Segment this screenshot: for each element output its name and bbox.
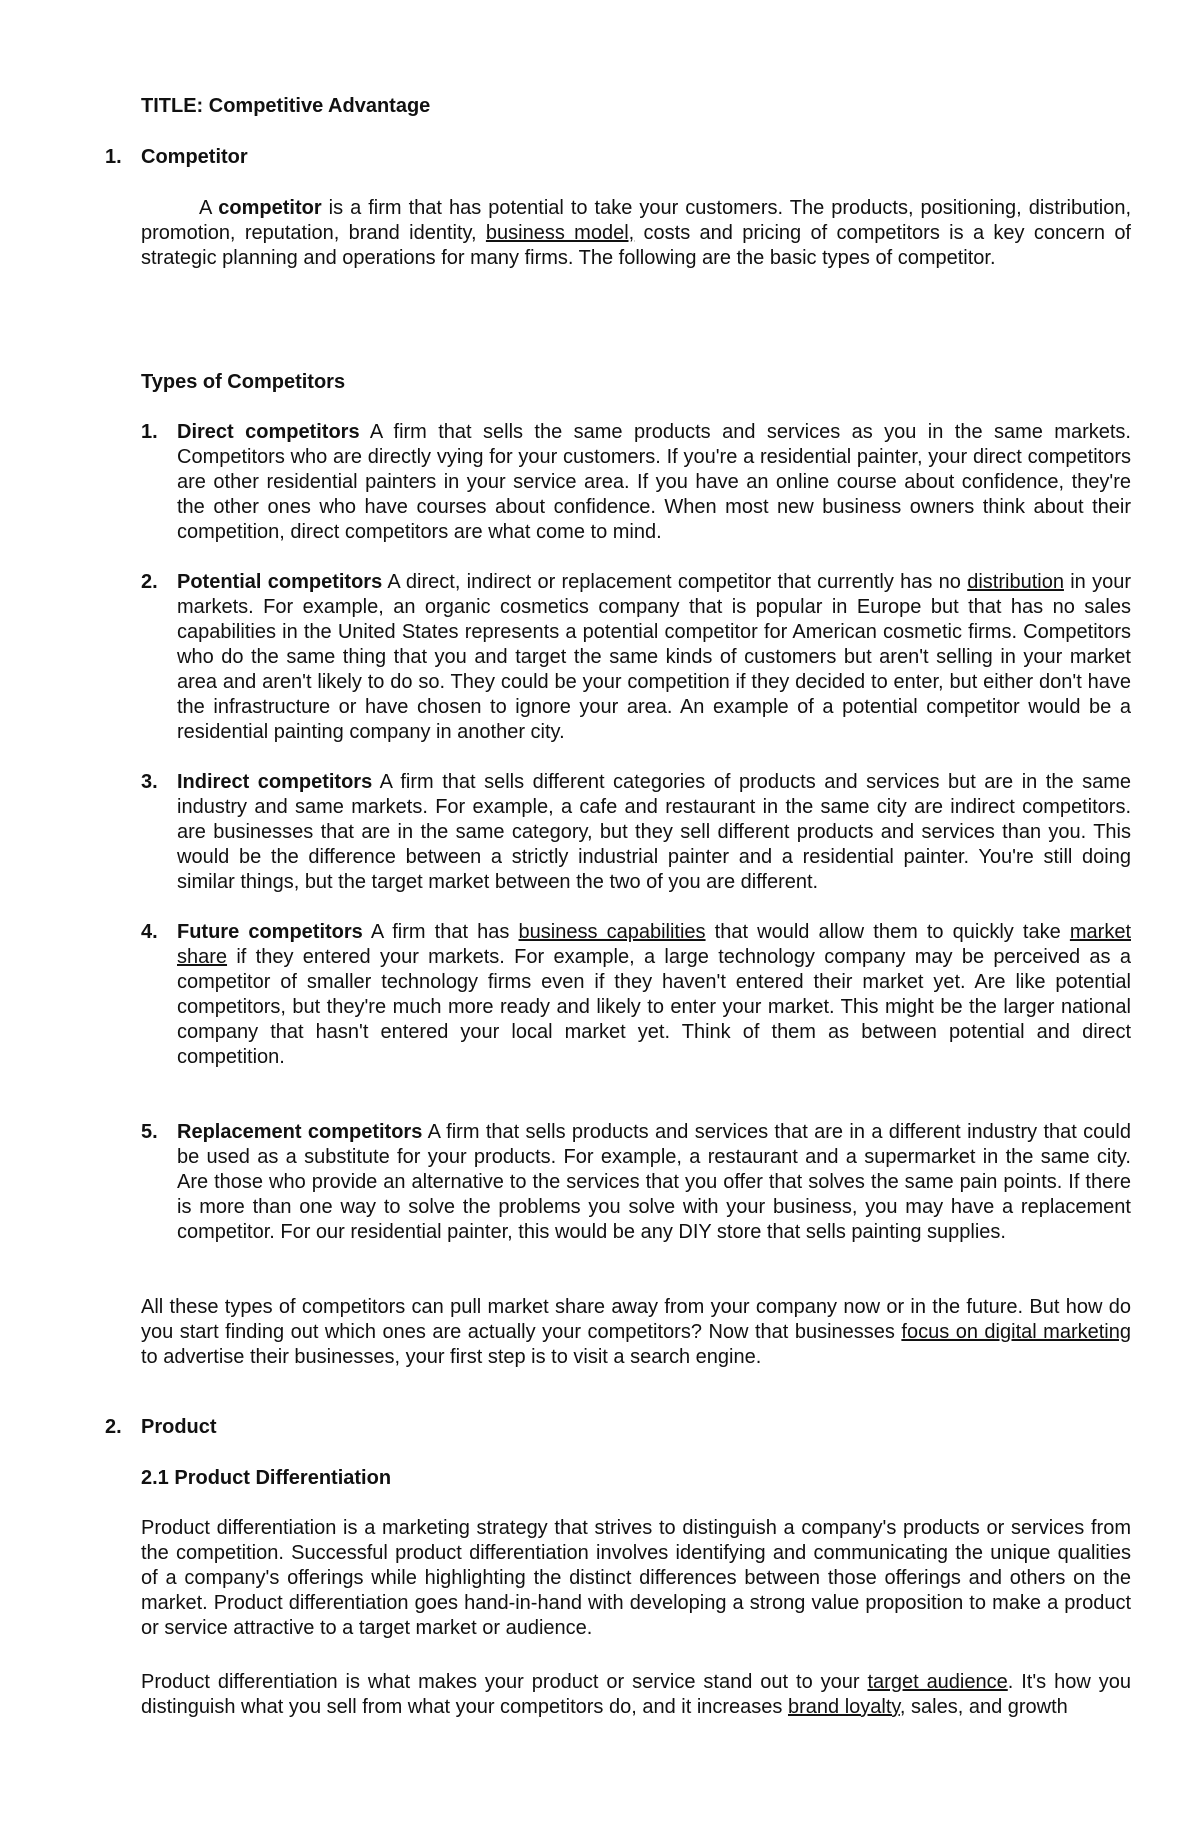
business-model-link[interactable]: business model, (485, 222, 635, 244)
list-number: 1. (141, 421, 158, 443)
section-title: Product (141, 1416, 217, 1438)
focus-on-digital-marketing-link[interactable]: focus on digital marketing (901, 1321, 1131, 1343)
section-number: 1. (105, 146, 122, 168)
product-differentiation-heading: 2.1 Product Differentiation (141, 1467, 392, 1489)
list-text: A firm that sells the same products and services as you in the same markets. Competitors who are directly vying for your customers. If you're a residential painter, your direct competitors are other residential painters in your service area. If you have an online course about confidence, they're the other ones who have courses about confidence. When most new business owners think about their competition, direct competitors are what come to mind. (177, 421, 1131, 543)
list-item-future-competitors (141, 920, 1131, 1070)
section-number: 2. (105, 1416, 122, 1438)
list-item-body (177, 1120, 1131, 1245)
types-of-competitors-heading: Types of Competitors (141, 371, 346, 393)
intro-text-b: costs and pricing of competitors is a key concern of strategic planning and operations for many firms. The following are the basic types of competitor. (141, 222, 1131, 269)
distribution-link[interactable]: distribution (967, 571, 1064, 593)
list-term: Potential competitors (177, 571, 383, 593)
list-number: 4. (141, 921, 158, 943)
section-heading-product (105, 1415, 217, 1440)
intro-term: competitor (218, 197, 322, 219)
para2-text-c: , sales, and growth (899, 1696, 1068, 1718)
list-item-body (177, 770, 1131, 895)
intro-text-a: is a firm that has potential to take your customers. The products, positioning, distribution, promotion, reputation, brand identity, (141, 197, 1132, 244)
section-heading-competitor (105, 145, 248, 170)
list-text-c: if they entered your markets. For example, a large technology company may be perceived as a competitor of smaller technology firms even if they haven't entered their market yet. Are like potential competitors, but they're much more ready and likely to enter your market. This might be the larger national company that hasn't entered your local market yet. Think of them as between potential and direct competition. (177, 946, 1131, 1068)
list-term: Direct competitors (177, 421, 360, 443)
list-text-b: in your markets. For example, an organic cosmetics company that is popular in Europe but that has no sales capabilities in the United States represents a potential competitor for American cosmetic firms. Competitors who do the same thing that you and target the same kinds of customers but aren't selling in your market area and aren't likely to do so. They could be your competition if they decided to enter, but either don't have the infrastructure or have chosen to ignore your area. An example of a potential competitor would be a residential painting company in another city. (177, 571, 1131, 743)
list-item-direct-competitors (141, 420, 1131, 545)
list-term: Future competitors (177, 921, 363, 943)
closing-text-b: to advertise their businesses, your first step is to visit a search engine. (141, 1346, 762, 1368)
competitor-intro-paragraph (141, 196, 1131, 271)
list-text: A firm that sells different categories of products and services but are in the same industry and same markets. For example, a cafe and restaurant in the same city are indirect competitors. are businesses that are in the same category, but they sell different products and services than you. This would be the difference between a strictly industrial painter and a residential painter. You're still doing similar things, but the target market between the two of you are different. (177, 771, 1131, 893)
list-item-replacement-competitors (141, 1120, 1131, 1245)
section-title: Competitor (141, 146, 248, 168)
product-differentiation-paragraph-2 (141, 1670, 1131, 1720)
list-text-a: A direct, indirect or replacement competitor that currently has no (382, 571, 968, 593)
closing-text-a: All these types of competitors can pull market share away from your company now or in the future. But how do you start finding out which ones are actually your competitors? Now that businesses (141, 1296, 1131, 1343)
list-text-b: that would allow them to quickly take (705, 921, 1070, 943)
list-text-a: A firm that has (362, 921, 519, 943)
para2-text-b: . It's how you distinguish what you sell from what your competitors do, and it increases (141, 1671, 1131, 1718)
list-item-body (177, 420, 1131, 545)
product-differentiation-paragraph-1: Product differentiation is a marketing strategy that strives to distinguish a company's products or services from the competition. Successful product differentiation involves identifying and communicating the unique qualities of a company's offerings while highlighting the distinct differences between those offerings and others on the market. Product differentiation goes hand-in-hand with developing a strong value proposition to make a product or service attractive to a target market or audience. (141, 1517, 1131, 1639)
list-term: Indirect competitors (177, 771, 373, 793)
list-item-potential-competitors (141, 570, 1131, 745)
target-audience-link[interactable]: target audience (867, 1671, 1008, 1693)
list-number: 3. (141, 771, 158, 793)
list-text: A firm that sells products and services that are in a different industry that could be used as a substitute for your products. For example, a restaurant and a supermarket in the same city. Are those who provide an alternative to the services that you offer that solves the same pain points. If there is more than one way to solve the problems you solve with your business, you may have a replacement competitor. For our residential painter, this would be any DIY store that sells painting supplies. (177, 1121, 1131, 1243)
document-title: TITLE: Competitive Advantage (141, 95, 431, 117)
market-share-link[interactable]: market share (177, 921, 1131, 968)
list-number: 2. (141, 571, 158, 593)
list-item-body (177, 570, 1131, 745)
intro-pre: A (199, 197, 219, 219)
competitors-closing-paragraph (141, 1295, 1131, 1370)
list-item-body (177, 920, 1131, 1070)
business-capabilities-link[interactable]: business capabilities (518, 921, 706, 943)
para2-text-a: Product differentiation is what makes your product or service stand out to your (141, 1671, 868, 1693)
brand-loyalty-link[interactable]: brand loyalty (787, 1696, 900, 1718)
list-item-indirect-competitors (141, 770, 1131, 895)
list-number: 5. (141, 1121, 158, 1143)
list-term: Replacement competitors (177, 1121, 423, 1143)
